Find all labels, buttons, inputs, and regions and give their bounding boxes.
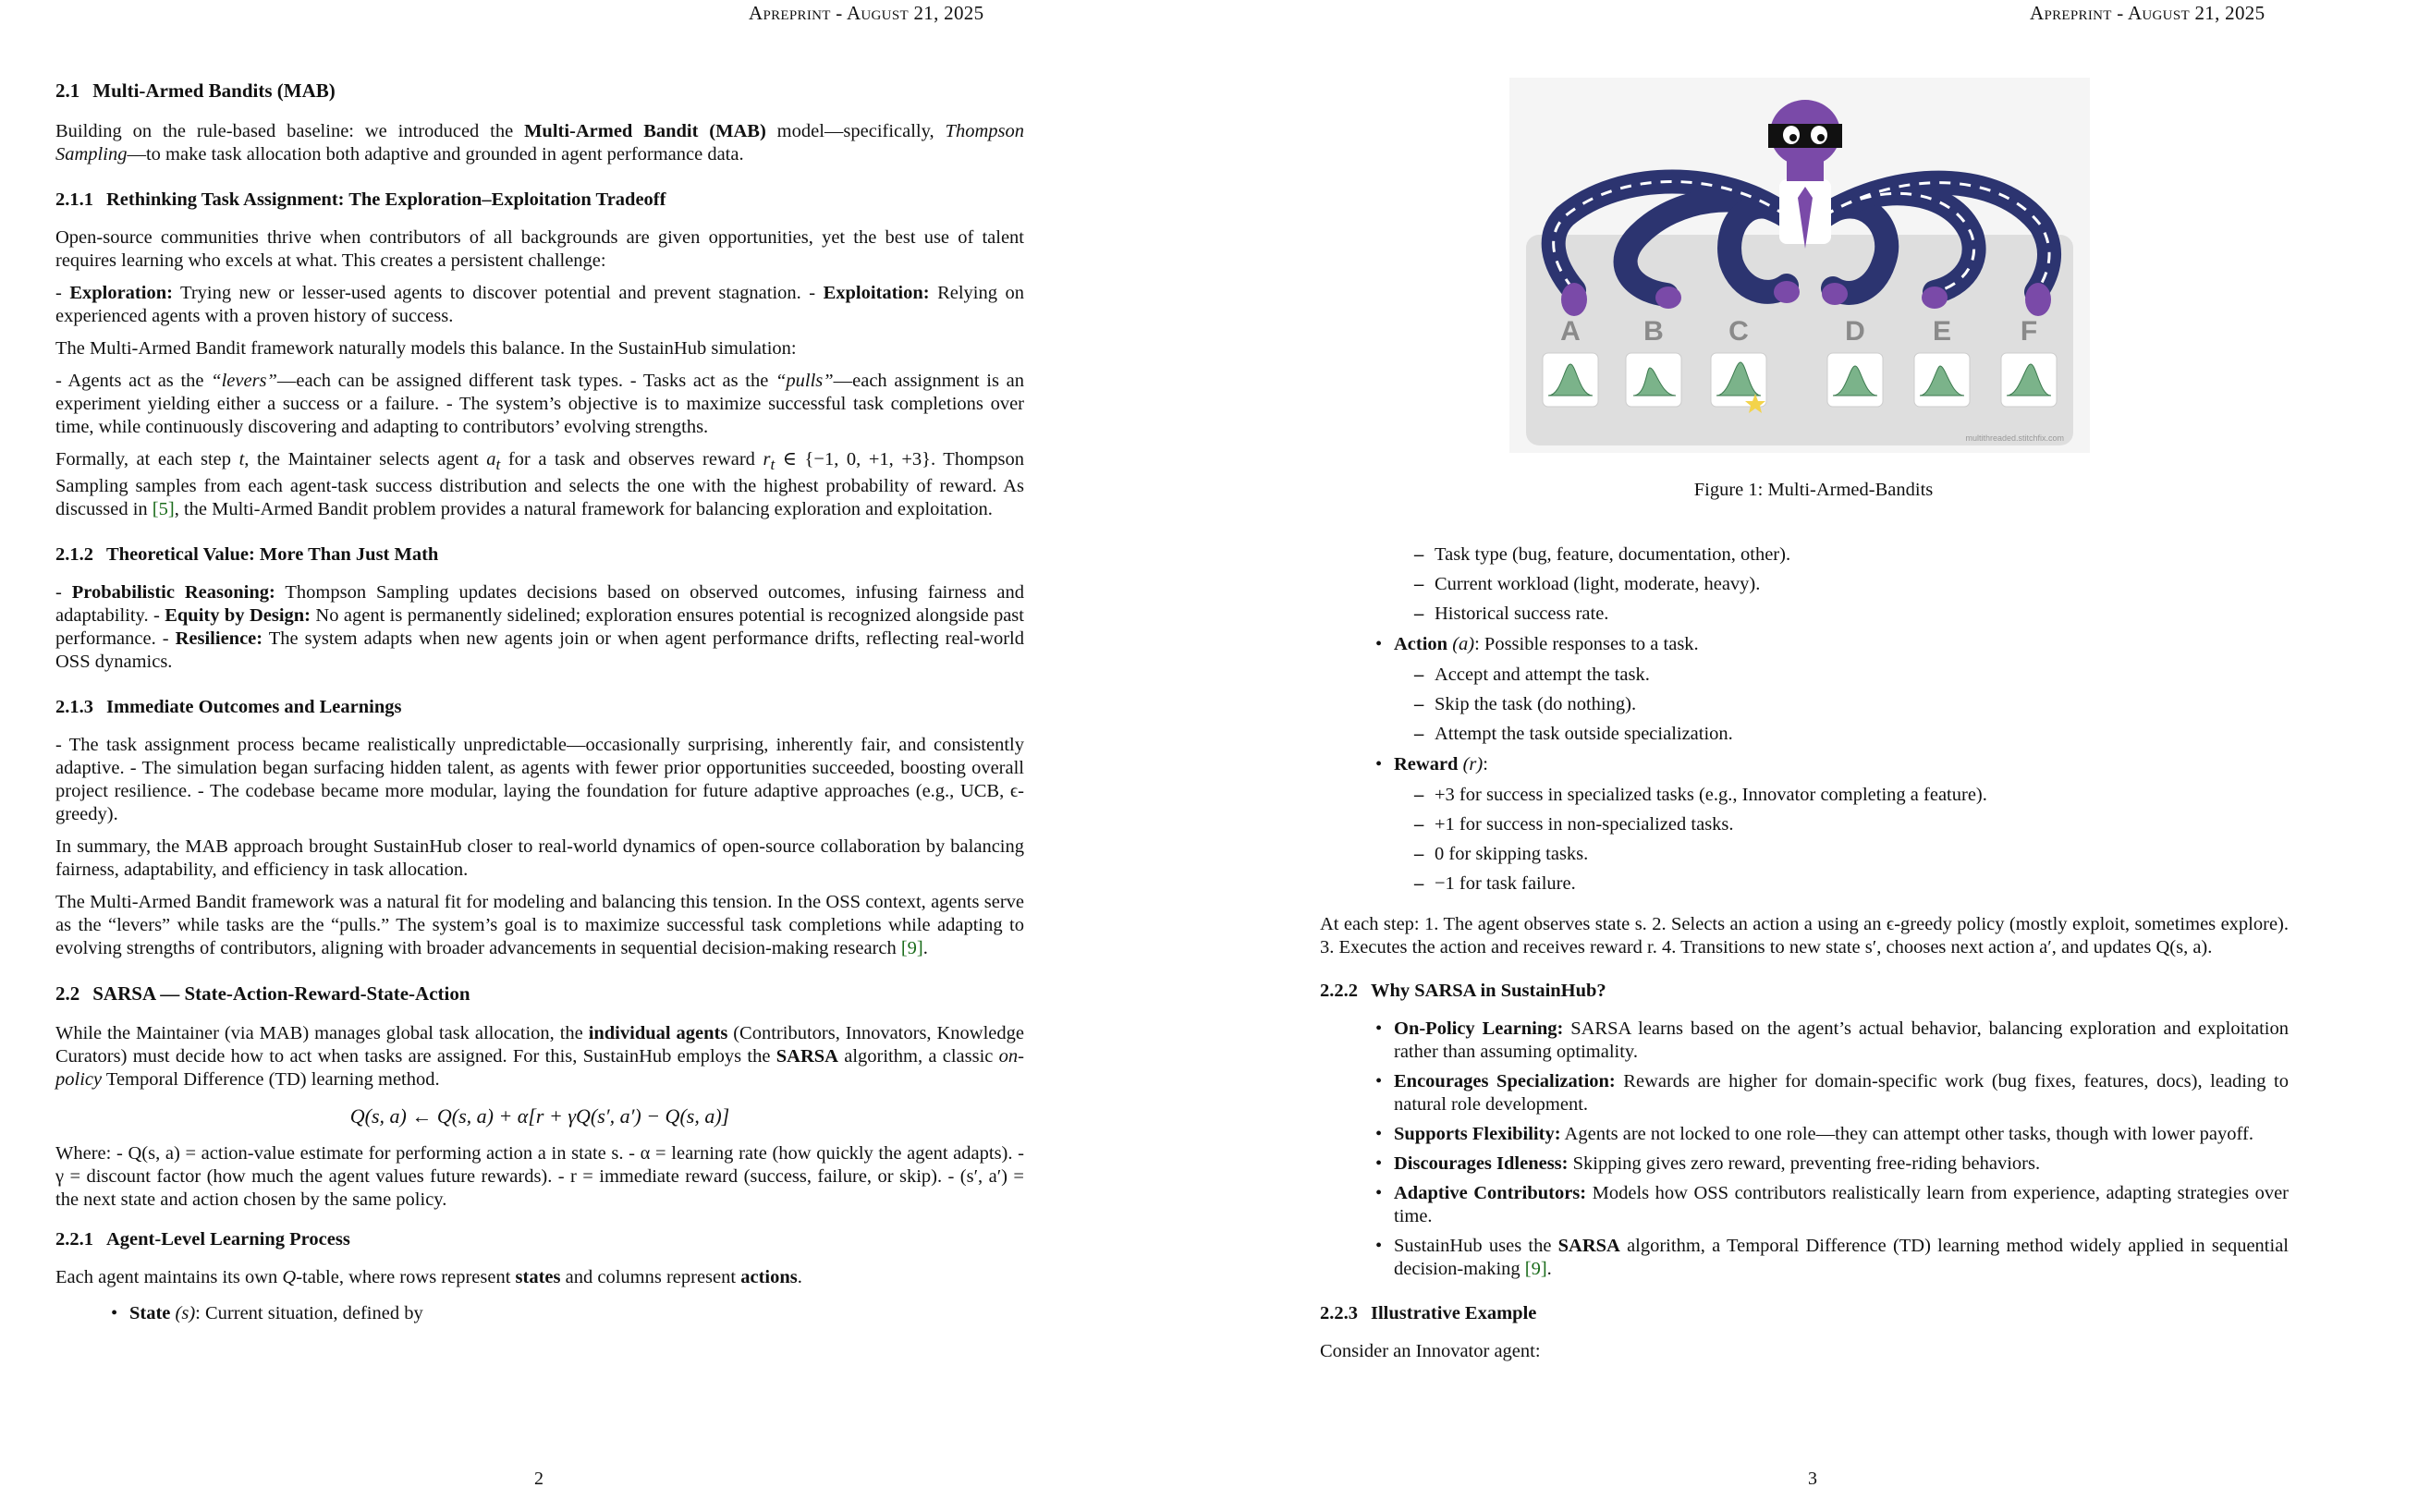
list-item: • Adaptive Contributors: Models how OSS contributors realistically learn from experience, adapting strategies over time. <box>1375 1182 2289 1228</box>
bandit-label-d: D <box>1845 316 1865 347</box>
distribution-card <box>2001 353 2057 407</box>
subsection-heading-2-2-2: 2.2.2 Why SARSA in SustainHub? <box>1320 981 1606 1001</box>
bandit-label-e: E <box>1932 316 1952 347</box>
reward-list <box>1375 753 2289 776</box>
list-item: – 0 for skipping tasks. <box>1414 843 2289 866</box>
figure-caption: Figure 1: Multi-Armed-Bandits <box>1693 480 1934 500</box>
paragraph: The Multi-Armed Bandit framework was a natural fit for modeling and balancing this tension. In the OSS context, agents serve as the “levers” while tasks are the “pulls.” The system’s goal is to maximize successful task completions while adapting to evolving strengths of contributors, aligning with broader advancements in sequential decision-making research [9]. <box>55 891 1024 958</box>
citation-link[interactable]: [9] <box>900 937 923 958</box>
list-item: • Encourages Specialization: Rewards are higher for domain-specific work (bug fixes, features, docs), leading to natural role development. <box>1375 1070 2289 1116</box>
section-heading-2-2: 2.2 SARSA — State-Action-Reward-State-Action <box>55 982 470 1005</box>
paragraph: In summary, the MAB approach brought SustainHub closer to real-world dynamics of open-source collaboration by balancing fairness, adaptability, and efficiency in task allocation. <box>55 835 1024 880</box>
citation-link[interactable]: [9] <box>1524 1259 1547 1279</box>
distribution-card <box>1626 353 1681 407</box>
bandit-label-b: B <box>1643 316 1664 347</box>
list-item: – Accept and attempt the task. <box>1414 664 2289 687</box>
why-sarsa-list <box>1375 1018 2289 1281</box>
page-number: 3 <box>1808 1469 1817 1489</box>
distribution-card <box>1711 353 1766 413</box>
sarsa-equation: Q(s, a) ← Q(s, a) + α[r + γQ(s′, a′) − Q(s, a)] <box>349 1104 730 1128</box>
paragraph: - The task assignment process became realistically unpredictable—occasionally surprising, inherently fair, and consistently adaptive. - The simulation began surfacing hidden talent, as agents with fewer prior opportunities succeeded, boosting overall project resilience. - The codebase became more modular, laying the foundation for future adaptive approaches (e.g., UCB, ϵ-greedy). <box>55 734 1024 824</box>
distribution-card <box>1543 353 1598 407</box>
citation-link[interactable]: [5] <box>152 498 175 519</box>
paragraph: - Exploration: Trying new or lesser-used agents to discover potential and prevent stagnation. - Exploitation: Relying on experienced agents with a proven history of success. <box>55 282 1024 326</box>
list-item: – Attempt the task outside specialization. <box>1414 723 2289 746</box>
action-sublist <box>1414 664 2289 746</box>
list-item: – Task type (bug, feature, documentation, other). <box>1414 543 2289 567</box>
list-item: • Supports Flexibility: Agents are not locked to one role—they can attempt other tasks, though with lower payoff. <box>1375 1123 2289 1146</box>
bandit-label-a: A <box>1560 316 1581 347</box>
list-item: – Skip the task (do nothing). <box>1414 693 2289 716</box>
paragraph: Consider an Innovator agent: <box>1320 1341 1541 1361</box>
list-item: – Historical success rate. <box>1414 603 2289 626</box>
paragraph: Each agent maintains its own Q-table, where rows represent states and columns represent actions. <box>55 1266 802 1287</box>
list-item: • Reward (r): <box>1375 753 2289 776</box>
subsection-heading-2-1-1: 2.1.1 Rethinking Task Assignment: The Exploration–Exploitation Tradeoff <box>55 189 666 210</box>
paragraph: At each step: 1. The agent observes state s. 2. Selects an action a using an ϵ-greedy policy (mostly exploit, sometimes explore). 3. Executes the action and receives reward r. 4. Transitions to new state s′, chooses next action a′, and updates Q(s, a). <box>1320 914 2289 957</box>
subsection-heading-2-2-3: 2.2.3 Illustrative Example <box>1320 1303 1537 1323</box>
list-item: – −1 for task failure. <box>1414 872 2289 896</box>
subsection-heading-2-2-1: 2.2.1 Agent-Level Learning Process <box>55 1228 350 1250</box>
paragraph: Open-source communities thrive when contributors of all backgrounds are given opportunities, yet the best use of talent requires learning who excels at what. This creates a persistent challenge: <box>55 226 1024 271</box>
list-item: • State (s): Current situation, defined by <box>111 1302 1024 1325</box>
paragraph: While the Maintainer (via MAB) manages global task allocation, the individual agents (Contributors, Innovators, Knowledge Curators) must decide how to act when tasks are assigned. For this, SustainHub employs the SARSA algorithm, a classic on-policy Temporal Difference (TD) learning method. <box>55 1023 1024 1091</box>
distribution-card <box>1914 353 1970 407</box>
bandit-label-c: C <box>1728 316 1749 347</box>
subsection-heading-2-1-3: 2.1.3 Immediate Outcomes and Learnings <box>55 696 402 717</box>
page-number: 2 <box>534 1469 543 1489</box>
paragraph: The Multi-Armed Bandit framework naturally models this balance. In the SustainHub simulation: <box>55 337 797 359</box>
action-list <box>1375 633 2289 656</box>
paragraph: Formally, at each step t, the Maintainer selects agent $a_t$ for a task and observes reward $r_t$ ∈ {−1, 0, +1, +3}. Thompson Sampling samples from each agent-task success distribution and selects the one with the highest probability of reward. As discussed in [5], the Multi-Armed Bandit problem provides a natural framework for balancing exploration and exploitation. <box>55 448 1024 519</box>
list-item: • Discourages Idleness: Skipping gives zero reward, preventing free-riding behaviors. <box>1375 1152 2289 1176</box>
subsection-heading-2-1-2: 2.1.2 Theoretical Value: More Than Just Math <box>55 543 439 565</box>
octopus-bandit-illustration <box>1509 78 2090 453</box>
text-column <box>55 79 1024 1332</box>
paragraph: Building on the rule-based baseline: we introduced the Multi-Armed Bandit (MAB) model—specifically, Thompson Sampling—to make task allocation both adaptive and grounded in agent performance data. <box>55 120 1024 165</box>
text-column <box>1320 543 2289 1372</box>
paragraph: - Agents act as the “levers”—each can be assigned different task types. - Tasks act as the “pulls”—each assignment is an experiment yielding either a success or a failure. - The system’s objective is to maximize successful task completions over time, while continuously discovering and adapting to contributors’ evolving strengths. <box>55 370 1024 437</box>
list-item: • Action (a): Possible responses to a task. <box>1375 633 2289 656</box>
list-item: • SustainHub uses the SARSA algorithm, a Temporal Difference (TD) learning method widely applied in sequential decision-making [9]. <box>1375 1235 2289 1281</box>
state-list <box>111 1302 1024 1325</box>
paragraph: Where: - Q(s, a) = action-value estimate for performing action a in state s. - α = learning rate (how quickly the agent adapts). - γ = discount factor (how much the agent values future rewards). - r = immediate reward (success, failure, or skip). - (s′, a′) = the next state and action chosen by the same policy. <box>55 1142 1024 1210</box>
figure-multi-armed-bandits <box>1509 78 2090 453</box>
page-3 <box>1209 0 2418 1512</box>
figure-watermark: multithreaded.stitchfix.com <box>1965 433 2064 443</box>
reward-sublist <box>1414 784 2289 896</box>
list-item: – +3 for success in specialized tasks (e.g., Innovator completing a feature). <box>1414 784 2289 807</box>
list-item: – +1 for success in non-specialized tasks. <box>1414 813 2289 836</box>
section-heading-2-1: 2.1 Multi-Armed Bandits (MAB) <box>55 79 336 102</box>
running-header: Apreprint - August 21, 2025 <box>2030 2 2265 24</box>
list-item: • On-Policy Learning: SARSA learns based on the agent’s actual behavior, balancing exploration and exploitation rather than assuming optimality. <box>1375 1018 2289 1064</box>
distribution-card <box>1827 353 1883 407</box>
state-sublist <box>1414 543 2289 626</box>
running-header: Apreprint - August 21, 2025 <box>749 2 984 24</box>
paragraph: - Probabilistic Reasoning: Thompson Sampling updates decisions based on observed outcomes, infusing fairness and adaptability. - Equity by Design: No agent is permanently sidelined; exploration ensures potential is recognized alongside past performance. - Resilience: The system adapts when new agents join or when agent performance drifts, reflecting real-world OSS dynamics. <box>55 581 1025 672</box>
list-item: – Current workload (light, moderate, heavy). <box>1414 573 2289 596</box>
bandit-label-f: F <box>2020 316 2038 347</box>
